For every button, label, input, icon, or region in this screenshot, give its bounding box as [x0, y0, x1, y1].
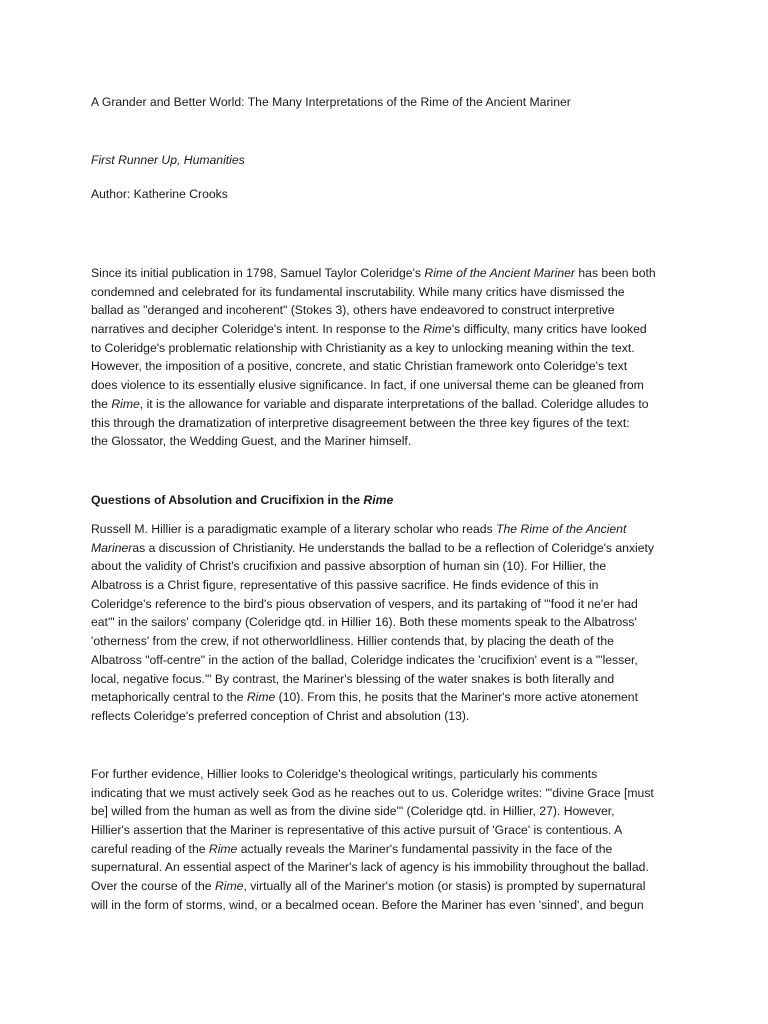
intro-paragraph — [91, 264, 691, 451]
text-line: For further evidence, Hillier looks to Coleridge's theological writings, particularly his comments — [91, 767, 598, 781]
text-line: be] willed from the human as well as from the divine side'" (Coleridge qtd. in Hillier, 27). However, — [91, 804, 615, 819]
text-line: Albatross "off-centre" in the action of the ballad, Coleridge indicates the 'crucifixion' event is a "'lesser, — [91, 652, 638, 667]
text-line: local, negative focus.'" By contrast, the Mariner's blessing of the water snakes is both literally and — [91, 671, 615, 686]
author-line: Author: Katherine Crooks — [91, 187, 228, 201]
text-line: does violence to its essentially elusive significance. In fact, if one universal theme can be gleaned from — [91, 378, 644, 393]
text-line: Hillier's assertion that the Mariner is representative of this active pursuit of 'Grace' is contentious. A — [91, 823, 623, 838]
text-line: Russell M. Hillier is a paradigmatic example of a literary scholar who reads The Rime of the Ancient — [91, 522, 627, 536]
text-line: ballad as "deranged and incoherent" (Stokes 3), others have endeavored to construct interpretive — [91, 303, 615, 318]
section-heading: Questions of Absolution and Crucifixion in the Rime — [91, 493, 394, 507]
text-line: indicating that we must actively seek God as he reaches out to us. Coleridge writes: "'divine Grace [must — [91, 785, 654, 800]
text-line: eat'" in the sailors' company (Coleridge qtd. in Hillier 16). Both these moments speak to the Albatross' — [91, 615, 637, 630]
text-line: Over the course of the Rime, virtually all of the Mariner's motion (or stasis) is prompted by supernatural — [91, 879, 646, 894]
text-line: However, the imposition of a positive, concrete, and static Christian framework onto Coleridge's text — [91, 359, 628, 374]
text-line: supernatural. An essential aspect of the Mariner's lack of agency is his immobility throughout the ballad. — [91, 860, 649, 875]
text-line: about the validity of Christ's crucifixion and passive absorption of human sin (10). For Hillier, the — [91, 559, 607, 574]
text-line: condemned and celebrated for its fundamental inscrutability. While many critics have dismissed the — [91, 284, 625, 299]
text-line: metaphorically central to the Rime (10). From this, he posits that the Mariner's more active atonement — [91, 690, 638, 705]
text-line: this through the dramatization of interpretive disagreement between the three key figures of the text: — [91, 415, 630, 430]
text-line: Coleridge's reference to the bird's pious observation of vespers, and its partaking of "'food it ne'er had — [91, 596, 638, 611]
text-line: narratives and decipher Coleridge's intent. In response to the Rime's difficulty, many critics have looked — [91, 322, 647, 337]
text-line: reflects Coleridge's preferred conception of Christ and absolution (13). — [91, 708, 470, 723]
text-line: to Coleridge's problematic relationship with Christianity as a key to unlocking meaning within the text. — [91, 340, 635, 355]
paragraph-further-evidence — [91, 765, 691, 915]
paragraph-hillier — [91, 520, 691, 726]
text-line: Since its initial publication in 1798, Samuel Taylor Coleridge's Rime of the Ancient Mariner has been both — [91, 266, 656, 280]
text-line: Albatross is a Christ figure, representative of this passive sacrifice. He finds evidence of this in — [91, 578, 599, 593]
text-line: will in the form of storms, wind, or a becalmed ocean. Before the Mariner has even 'sinned', and begun — [91, 897, 644, 912]
text-line: 'otherness' from the crew, if not otherworldliness. Hillier contends that, by placing the death of the — [91, 634, 614, 649]
award-label: First Runner Up, Humanities — [91, 153, 245, 167]
text-line: careful reading of the Rime actually reveals the Mariner's fundamental passivity in the face of the — [91, 841, 613, 856]
text-line: the Glossator, the Wedding Guest, and the Mariner himself. — [91, 434, 412, 449]
text-line: Marineras a discussion of Christianity. He understands the ballad to be a reflection of Coleridge's anxiety — [91, 540, 655, 555]
text-line: the Rime, it is the allowance for variable and disparate interpretations of the ballad. Coleridge alludes to — [91, 396, 649, 411]
document-title: A Grander and Better World: The Many Interpretations of the Rime of the Ancient Mariner — [91, 95, 571, 109]
